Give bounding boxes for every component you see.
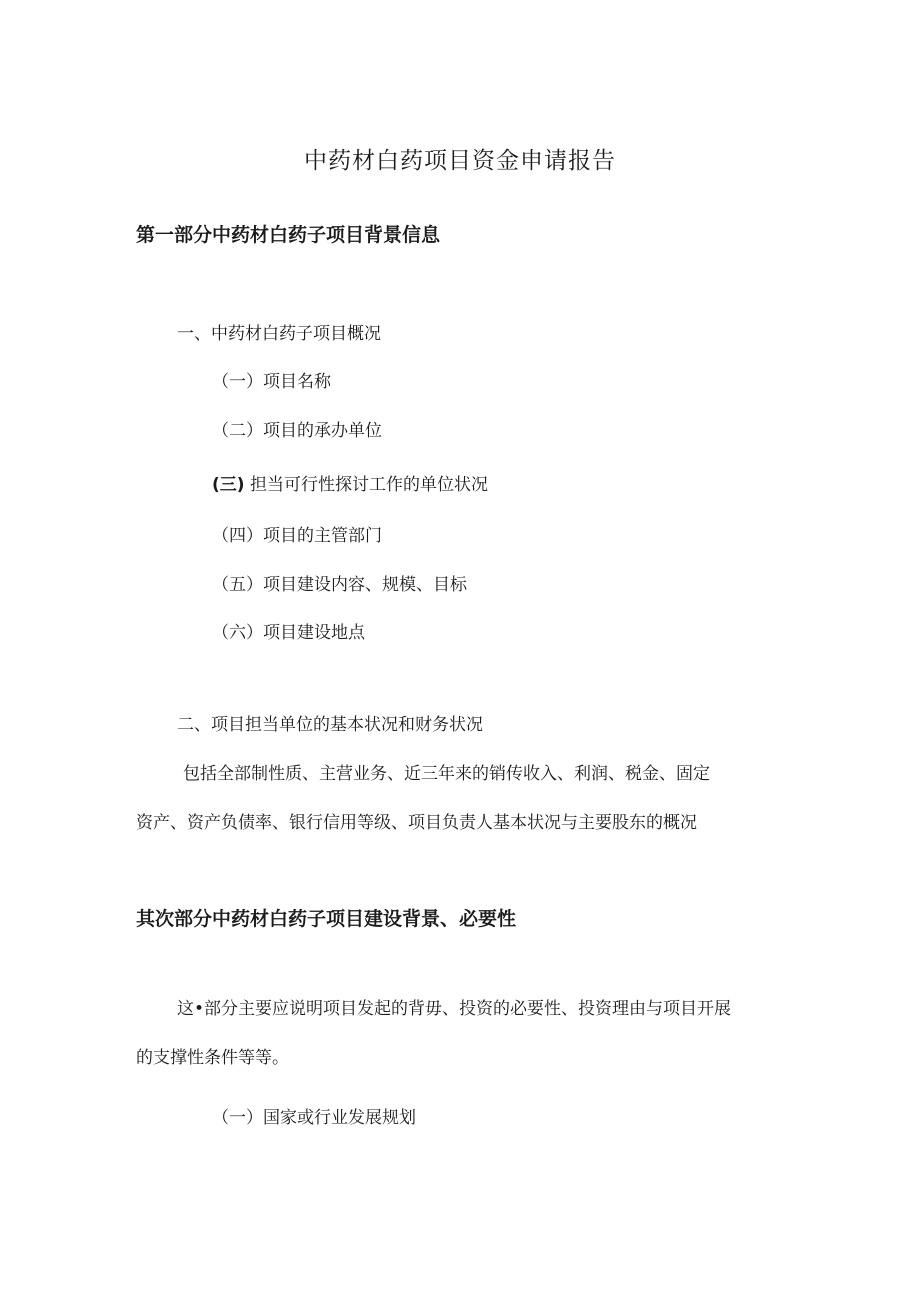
section1-heading: 一、中药材白药子项目概况 [177,324,381,344]
section2-paragraph-line1: 包括全部制性质、主营业务、近三年来的销传收入、利润、税金、固定 [183,764,710,784]
section1-item-3-label: 担当可行性探讨工作的单位状况 [249,475,488,495]
section1-item-3 [212,477,488,494]
part2-item-1: （一）国家或行业发展规划 [212,1108,416,1128]
section1-item-6: （六）项目建设地点 [212,623,365,643]
document-title: 中药材白药项目资金申请报告 [304,148,616,174]
section2-paragraph-line2: 资产、资产负债率、银行信用等级、项目负责人基本状况与主要股东的概况 [136,813,697,833]
section1-item-1: （一）项目名称 [212,372,331,392]
part2-paragraph-line1: 这•部分主要应说明项目发起的背毋、投资的必要性、投资理由与项目开展 [177,999,732,1019]
section1-item-2: （二）项目的承办单位 [212,421,382,441]
section1-item-4: （四）项目的主管部门 [212,526,382,546]
part2-heading: 其次部分中药材白药子项目建设背景、必要性 [136,908,517,930]
part1-heading: 第一部分中药材白药子项目背景信息 [136,224,441,246]
part2-paragraph-line2: 的支撑性条件等等。 [136,1048,289,1068]
section1-item-3-number: (三) [212,475,245,495]
section2-heading: 二、项目担当单位的基本状况和财务状况 [177,715,483,735]
section1-item-5: （五）项目建设内容、规模、目标 [212,575,467,595]
